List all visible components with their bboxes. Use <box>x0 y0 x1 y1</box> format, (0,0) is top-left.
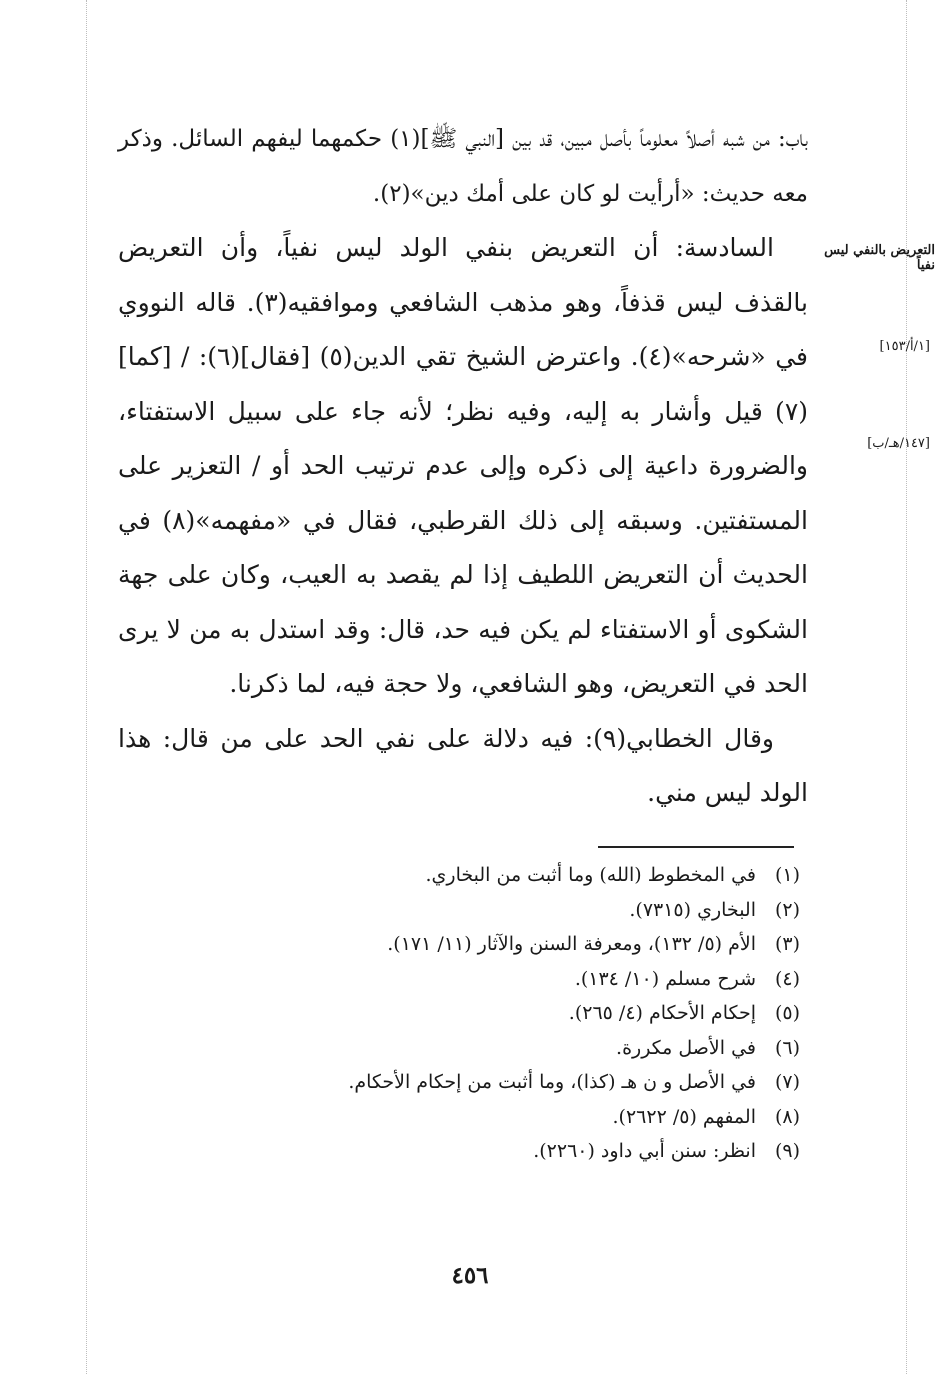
page-number: ٤٥٦ <box>451 1262 489 1289</box>
right-edge-dots <box>906 0 907 1374</box>
footnote-item <box>150 1065 800 1100</box>
footnote-item <box>150 1031 800 1066</box>
footnote-number: (٩) <box>774 1140 800 1162</box>
margin-topic-note: التعريض بالنفي ليس نفياً <box>824 243 935 273</box>
footnote-item <box>150 927 800 962</box>
body-text <box>118 112 808 821</box>
footnote-text: انظر: سنن أبي داود (٢٢٦٠). <box>533 1140 756 1162</box>
footnote-item <box>150 1134 800 1169</box>
footnote-text: في الأصل مكررة. <box>616 1036 756 1059</box>
footnote-item <box>150 858 800 893</box>
footnote-number: (٧) <box>774 1071 800 1093</box>
footnote-number: (٤) <box>774 967 800 990</box>
body-paragraph: السادسة: أن التعريض بنفي الولد ليس نفياً، وأن التعريض بالقذف ليس قذفاً، وهو مذهب الشافعي وموافقيه(٣). قاله النووي في «شرحه»(٤). واعترض الشيخ تقي الدين(٥) [فقال](٦): / [كما](٧) قيل وأشار به إليه، وفيه نظر؛ لأنه جاء على سبيل الاستفتاء، والضرورة داعية إلى ذكره وإلى عدم ترتيب الحد أو / التعزير على المستفتين. وسبقه إلى ذلك القرطبي، فقال في «مفهمه»(٨) في الحديث أن التعريض اللطيف إذا لم يقصد به العيب، وكان على جهة الشكوى أو الاستفتاء لم يكن فيه حد، قال: وقد استدل به من لا يرى الحد في التعريض، وهو الشافعي، ولا حجة فيه، لما ذكرنا. <box>118 233 809 698</box>
margin-manuscript-ref: [١٤٧/هـ/ب] <box>867 436 930 451</box>
body-paragraph: باب: من شبه أصلاً معلوماً بأصل مبين، قد بين [النبي ﷺ](١) حكمهما ليفهم السائل. وذكر معه حديث: «أرأيت لو كان على أمك دين»(٢). <box>118 126 808 207</box>
footnote-separator <box>598 846 794 848</box>
footnote-number: (٨) <box>774 1105 800 1128</box>
footnote-text: المفهم (٥/ ٢٦٢٢). <box>612 1105 756 1128</box>
footnote-item <box>150 1100 800 1135</box>
footnote-number: (٥) <box>774 1002 800 1024</box>
footnote-text: البخاري (٧٣١٥). <box>629 898 756 921</box>
footnote-text: إحكام الأحكام (٤/ ٢٦٥). <box>568 1002 756 1024</box>
footnote-item <box>150 893 800 928</box>
footnotes-list <box>150 858 800 1169</box>
footnote-text: شرح مسلم (١٠/ ١٣٤). <box>574 967 756 990</box>
footnote-number: (٣) <box>774 933 800 955</box>
footnote-number: (٢) <box>774 898 800 921</box>
body-paragraph: وقال الخطابي(٩): فيه دلالة على نفي الحد على من قال: هذا الولد ليس مني. <box>118 723 808 807</box>
footnote-text: في الأصل و ن هـ (كذا)، وما أثبت من إحكام الأحكام. <box>348 1071 756 1093</box>
margin-manuscript-ref: [١/أ/١٥٣] <box>879 339 930 354</box>
footnote-item <box>150 962 800 997</box>
footnote-text: الأم (٥/ ١٣٢)، ومعرفة السنن والآثار (١١/ ١٧١). <box>387 933 756 955</box>
left-edge-dots <box>86 0 87 1374</box>
footnote-number: (١) <box>774 864 800 886</box>
footnote-number: (٦) <box>774 1036 800 1059</box>
footnote-text: في المخطوط (الله) وما أثبت من البخاري. <box>425 864 756 886</box>
footnote-item <box>150 996 800 1031</box>
